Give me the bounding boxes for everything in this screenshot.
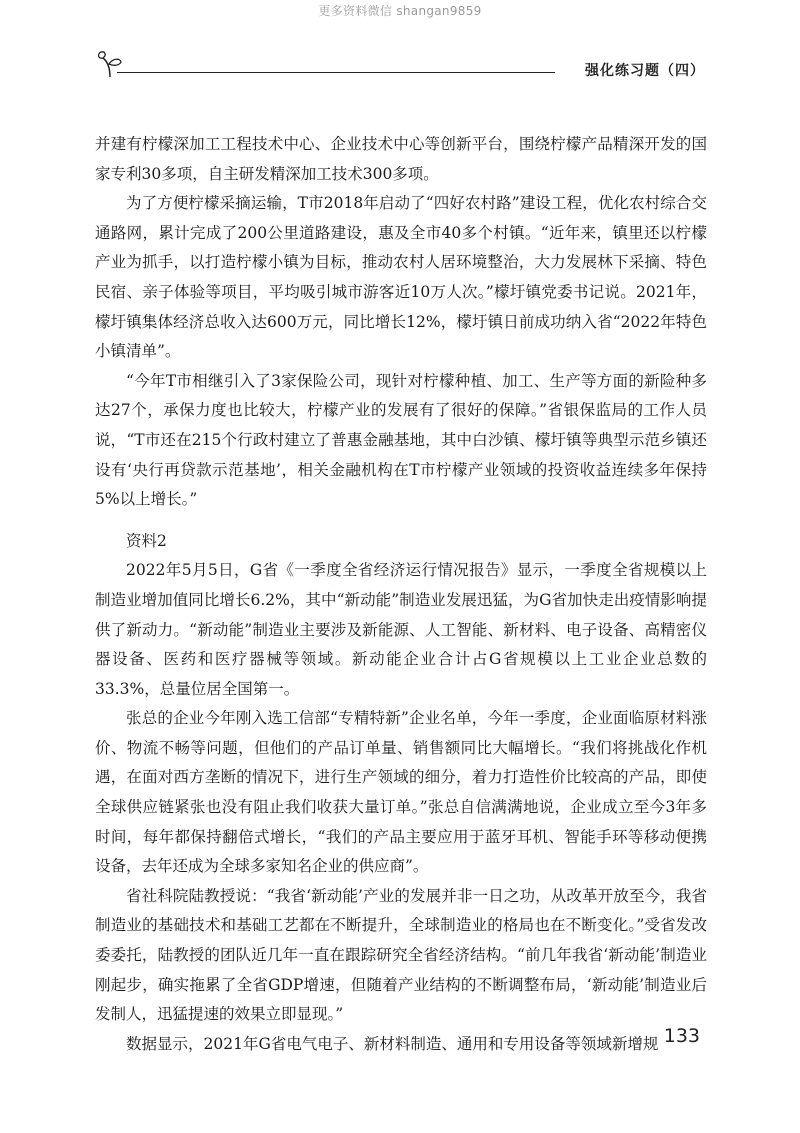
- paragraph: 为了方便柠檬采摘运输，T市2018年启动了“四好农村路”建设工程，优化农村综合交通路网，累计完成了200公里道路建设，惠及全市40多个村镇。“近年来，镇里还以柠檬产业为抓手，以打造柠檬小镇为目标，推动农村人居环境整治，大力发展林下采摘、特色民宿、亲子体验等项目，平均吸引城市游客近10万人次。”檬圩镇党委书记说。2021年，檬圩镇集体经济总收入达600万元，同比增长12%，檬圩镇日前成功纳入省“2022年特色小镇清单”。: [95, 194, 707, 361]
- paragraph: 张总的企业今年刚入选工信部“专精特新”企业名单，今年一季度，企业面临原材料涨价、物流不畅等问题，但他们的产品订单量、销售额同比大幅增长。“我们将挑战化作机遇，在面对西方垄断的情况下，进行生产领域的细分，着力打造性价比较高的产品，即使全球供应链紧张也没有阻止我们收获大量订单。”张总自信满满地说，企业成立至今3年多时间，每年都保持翻倍式增长，“我们的产品主要应用于蓝牙耳机、智能手环等移动便携设备，去年还成为全球多家知名企业的供应商”。: [95, 709, 707, 876]
- paragraph: 2022年5月5日，G省《一季度全省经济运行情况报告》显示，一季度全省规模以上制造业增加值同比增长6.2%，其中“新动能”制造业发展迅猛，为G省加快走出疫情影响提供了新动力。“新动能”制造业主要涉及新能源、人工智能、新材料、电子设备、高精密仪器设备、医药和医疗器械等领域。新动能企业合计占G省规模以上工业企业总数的33.3%，总量位居全国第一。: [95, 561, 707, 698]
- page-title: 强化练习题（四）: [585, 63, 705, 79]
- header-rule: [117, 72, 555, 73]
- paragraph: 数据显示，2021年G省电气电子、新材料制造、通用和专用设备等领域新增规: [126, 1034, 659, 1053]
- page-header: [95, 48, 705, 84]
- sprout-icon: [95, 50, 125, 78]
- page-number: 133: [663, 1025, 700, 1047]
- paragraph: “今年T市相继引入了3家保险公司，现针对柠檬种植、加工、生产等方面的新险种多达27个，承保力度也比较大，柠檬产业的发展有了很好的保障。”省银保监局的工作人员说，“T市还在215个行政村建立了普惠金融基地，其中白沙镇、檬圩镇等典型示范乡镇还设有‘央行再贷款示范基地’，相关金融机构在T市柠檬产业领域的投资收益连续多年保持5%以上增长。”: [95, 371, 707, 509]
- paragraph: 并建有柠檬深加工工程技术中心、企业技术中心等创新平台，围绕柠檬产品精深开发的国家专利30多项，自主研发精深加工技术300多项。: [95, 135, 707, 183]
- paragraph: 省社科院陆教授说：“我省‘新动能’产业的发展并非一日之功，从改革开放至今，我省制造业的基础技术和基础工艺都在不断提升，全球制造业的格局也在不断变化。”受省发改委委托，陆教授的团队近几年一直在跟踪研究全省经济结构。“前几年我省‘新动能’制造业刚起步，确实拖累了全省GDP增速，但随着产业结构的不断调整布局，‘新动能’制造业后发制人，迅猛提速的效果立即显现。”: [95, 886, 707, 1024]
- section-heading: 资料2: [126, 531, 167, 550]
- document-body: [95, 130, 707, 1059]
- watermark: 更多资料微信 shangan9859: [318, 4, 482, 18]
